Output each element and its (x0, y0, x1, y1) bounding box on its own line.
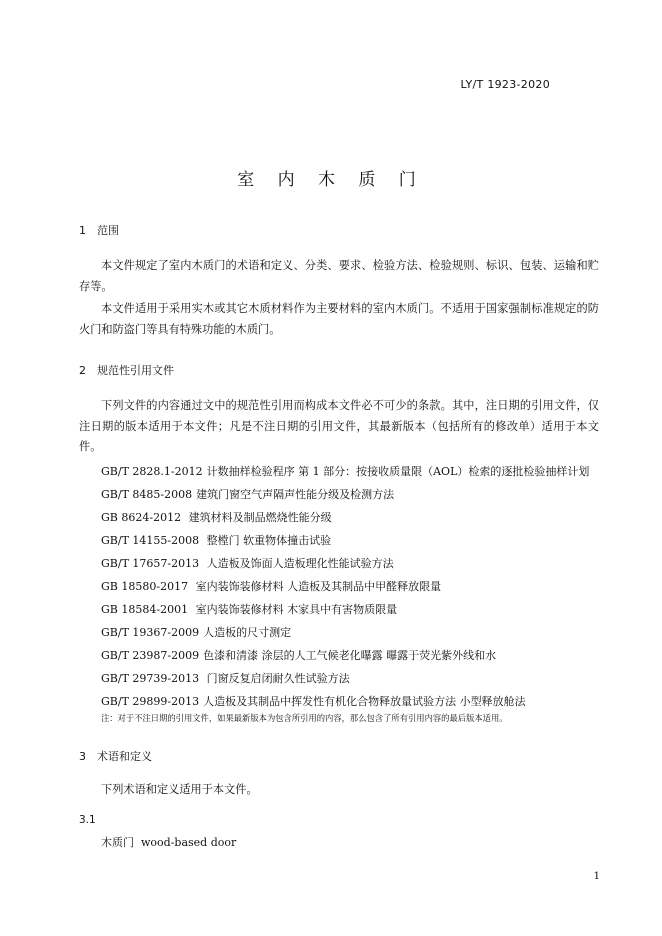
standard-code: LY/T 1923-2020 (460, 78, 550, 91)
section-3-paragraph-1: 下列术语和定义适用于本文件。 (101, 783, 258, 796)
reference-item (101, 532, 331, 548)
reference-item (101, 601, 397, 617)
reference-title: 整樘门 软重物体撞击试验 (203, 534, 332, 547)
term-entry (101, 834, 236, 850)
reference-code: GB 18580-2017 (101, 580, 189, 593)
reference-title: 人造板及其制品中挥发性有机化合物释放量试验方法 小型释放舱法 (203, 695, 526, 708)
term-chinese: 木质门 (101, 836, 134, 849)
section-2-paragraph-1: 下列文件的内容通过文中的规范性引用而构成本文件必不可少的条款。其中，注日期的引用文件，仅注日期的版本适用于本文件；凡是不注日期的引用文件，其最新版本（包括所有的修改单）适用于本文件。 (79, 399, 599, 453)
term-english: wood-based door (141, 836, 237, 849)
subsection-number: 3.1 (79, 814, 96, 826)
reference-title: 室内装饰装修材料 木家具中有害物质限量 (192, 603, 398, 616)
reference-item (101, 693, 526, 709)
reference-title: 建筑门窗空气声隔声性能分级及检测方法 (196, 488, 395, 501)
page-number: 1 (593, 871, 600, 882)
section-3-heading (79, 748, 152, 764)
reference-item (101, 486, 394, 502)
reference-code: GB/T 8485-2008 (101, 488, 193, 501)
reference-item (101, 647, 496, 663)
section-2-heading (79, 362, 174, 378)
reference-code: GB 8624-2012 (101, 511, 182, 524)
reference-note: 注：对于不注日期的引用文件，如果最新版本为包含所引用的内容，那么包含了所有引用内容的最后版本适用。 (101, 713, 508, 723)
section-number: 3 (79, 750, 86, 763)
section-number: 2 (79, 364, 86, 377)
section-1-heading (79, 222, 119, 238)
section-1-paragraph-2: 本文件适用于采用实木或其它木质材料作为主要材料的室内木质门。不适用于国家强制标准规定的防火门和防盗门等具有特殊功能的木质门。 (79, 302, 599, 336)
reference-title: 人造板的尺寸测定 (203, 626, 292, 639)
reference-item (101, 670, 350, 686)
reference-item (101, 578, 441, 594)
reference-item (101, 624, 291, 640)
reference-item (101, 509, 332, 525)
section-title: 范围 (97, 224, 119, 237)
reference-title: 人造板及饰面人造板理化性能试验方法 (203, 557, 394, 570)
reference-code: GB/T 23987-2009 (101, 649, 200, 662)
reference-title: 室内装饰装修材料 人造板及其制品中甲醛释放限量 (192, 580, 442, 593)
reference-code: GB 18584-2001 (101, 603, 189, 616)
reference-title: 门窗反复启闭耐久性试验方法 (203, 672, 350, 685)
section-title: 规范性引用文件 (97, 364, 174, 377)
section-1-paragraph-1: 本文件规定了室内木质门的术语和定义、分类、要求、检验方法、检验规则、标识、包装、运输和贮存等。 (79, 259, 599, 293)
reference-code: GB/T 19367-2009 (101, 626, 200, 639)
reference-title: 色漆和清漆 涂层的人工气候老化曝露 曝露于荧光紫外线和水 (203, 649, 497, 662)
section-title: 术语和定义 (97, 750, 152, 763)
reference-item (101, 463, 589, 479)
reference-title: 计数抽样检验程序 第 1 部分：按接收质量限（AOL）检索的逐批检验抽样计划 (206, 465, 590, 478)
document-title: 室 内 木 质 门 (237, 170, 425, 190)
reference-code: GB/T 14155-2008 (101, 534, 200, 547)
section-number: 1 (79, 224, 86, 237)
reference-code: GB/T 2828.1-2012 (101, 465, 203, 478)
reference-code: GB/T 17657-2013 (101, 557, 200, 570)
reference-item (101, 555, 394, 571)
reference-title: 建筑材料及制品燃烧性能分级 (185, 511, 332, 524)
reference-code: GB/T 29899-2013 (101, 695, 200, 708)
reference-code: GB/T 29739-2013 (101, 672, 200, 685)
